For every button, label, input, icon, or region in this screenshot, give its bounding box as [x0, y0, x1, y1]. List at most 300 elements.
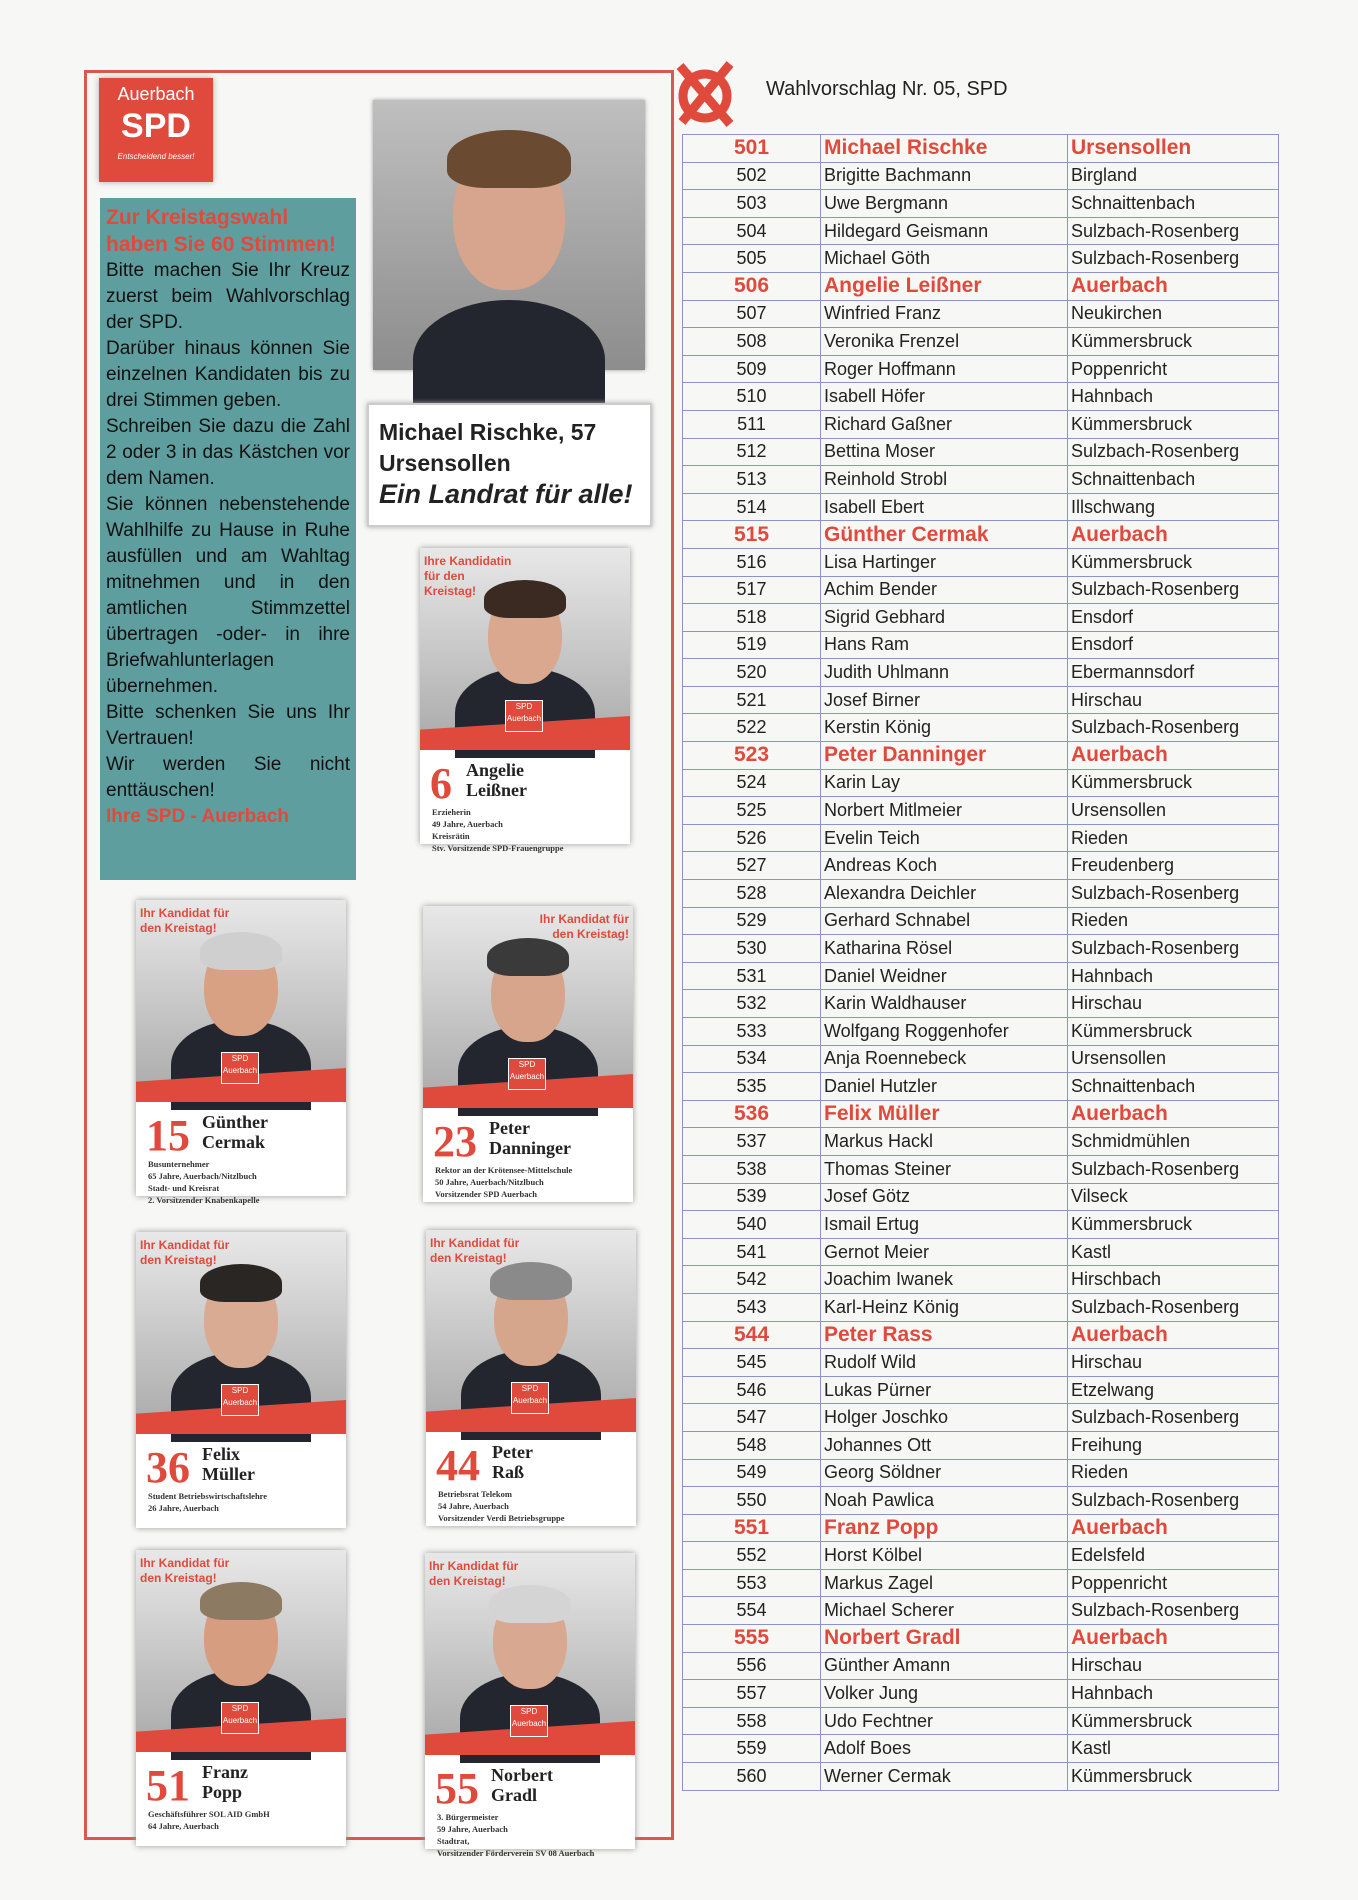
candidate-name: Franz Popp	[821, 1514, 1068, 1542]
candidate-row	[683, 1569, 1279, 1597]
candidate-row	[683, 1018, 1279, 1046]
voting-info-box	[100, 198, 356, 880]
candidate-number: 541	[683, 1238, 821, 1266]
candidate-town: Hirschau	[1068, 686, 1279, 714]
candidate-name: Joachim Iwanek	[821, 1266, 1068, 1294]
card-tagline: Ihre Kandidatin für den Kreistag!	[424, 554, 512, 598]
candidate-name: Daniel Hutzler	[821, 1073, 1068, 1101]
info-paragraph-4: Sie können nebenstehende Wahlhilfe zu Hause in Ruhe ausfüllen und am Wahltag mitnehmen und in den amtlichen Stimmzettel übertragen -oder- in ihre Briefwahlunterlagen übernehmen.	[106, 494, 350, 697]
card-number: 15	[146, 1111, 190, 1160]
card-description	[438, 1488, 628, 1524]
info-heading-1: Zur Kreistagswahl	[106, 206, 289, 229]
card-desc-line: 54 Jahre, Auerbach	[438, 1501, 509, 1511]
candidate-name: Rudolf Wild	[821, 1349, 1068, 1377]
candidate-number: 529	[683, 907, 821, 935]
candidate-number: 509	[683, 355, 821, 383]
candidate-name: Achim Bender	[821, 576, 1068, 604]
candidate-row	[683, 604, 1279, 632]
card-desc-line: 3. Bürgermeister	[437, 1812, 499, 1822]
candidate-card	[136, 1232, 346, 1528]
candidate-town: Kümmersbruck	[1068, 1211, 1279, 1239]
candidate-name: Günther Amann	[821, 1652, 1068, 1680]
candidate-name: Ismail Ertug	[821, 1211, 1068, 1239]
candidate-row	[683, 521, 1279, 549]
candidate-town: Kümmersbruck	[1068, 328, 1279, 356]
candidate-town: Kümmersbruck	[1068, 769, 1279, 797]
card-desc-line: 64 Jahre, Auerbach	[148, 1821, 219, 1831]
candidate-number: 560	[683, 1763, 821, 1791]
candidate-number: 531	[683, 962, 821, 990]
candidate-town: Poppenricht	[1068, 1569, 1279, 1597]
candidate-number: 553	[683, 1569, 821, 1597]
card-description	[148, 1490, 338, 1514]
card-name	[202, 1444, 255, 1484]
candidate-number: 506	[683, 272, 821, 300]
candidate-number: 510	[683, 383, 821, 411]
card-tagline: Ihr Kandidat für den Kreistag!	[140, 1556, 230, 1585]
card-desc-line: Betriebsrat Telekom	[438, 1489, 512, 1499]
candidate-row	[683, 438, 1279, 466]
candidate-town: Sulzbach-Rosenberg	[1068, 217, 1279, 245]
candidate-town: Ebermannsdorf	[1068, 659, 1279, 687]
candidate-number: 558	[683, 1707, 821, 1735]
candidate-number: 503	[683, 190, 821, 218]
candidate-row	[683, 162, 1279, 190]
candidate-row	[683, 907, 1279, 935]
candidate-number: 526	[683, 824, 821, 852]
candidate-name: Lisa Hartinger	[821, 548, 1068, 576]
candidate-number: 551	[683, 1514, 821, 1542]
candidate-number: 552	[683, 1542, 821, 1570]
candidate-row	[683, 383, 1279, 411]
card-desc-line: 50 Jahre, Auerbach/Nitzlbuch	[435, 1177, 544, 1187]
card-tagline: Ihr Kandidat für den Kreistag!	[140, 906, 230, 935]
candidate-number: 514	[683, 493, 821, 521]
logo-town: Auerbach	[117, 84, 195, 104]
candidate-name: Volker Jung	[821, 1680, 1068, 1708]
candidate-number: 540	[683, 1211, 821, 1239]
card-last-name: Müller	[202, 1464, 255, 1484]
candidate-row	[683, 1293, 1279, 1321]
card-desc-line: Busunternehmer	[148, 1159, 210, 1169]
candidate-name: Sigrid Gebhard	[821, 604, 1068, 632]
candidate-town: Hirschau	[1068, 1652, 1279, 1680]
candidate-town: Freudenberg	[1068, 852, 1279, 880]
candidate-name: Horst Kölbel	[821, 1542, 1068, 1570]
card-desc-line: Stadtrat,	[437, 1836, 470, 1846]
candidate-number: 533	[683, 1018, 821, 1046]
candidate-name: Isabell Höfer	[821, 383, 1068, 411]
candidate-row	[683, 769, 1279, 797]
candidate-row	[683, 962, 1279, 990]
candidate-number: 556	[683, 1652, 821, 1680]
candidate-town: Sulzbach-Rosenberg	[1068, 245, 1279, 273]
candidate-row	[683, 1431, 1279, 1459]
card-number: 55	[435, 1764, 479, 1813]
card-desc-line: Vorsitzender Förderverein SV 08 Auerbach	[437, 1848, 595, 1858]
candidate-town: Hahnbach	[1068, 962, 1279, 990]
candidate-town: Rieden	[1068, 824, 1279, 852]
card-first-name: Peter	[492, 1442, 533, 1462]
candidate-number: 504	[683, 217, 821, 245]
candidate-row	[683, 797, 1279, 825]
candidate-number: 557	[683, 1680, 821, 1708]
candidate-town: Rieden	[1068, 907, 1279, 935]
candidate-name: Michael Rischke	[821, 135, 1068, 163]
candidate-row	[683, 1238, 1279, 1266]
card-description	[148, 1808, 338, 1832]
candidate-name: Isabell Ebert	[821, 493, 1068, 521]
candidate-row	[683, 1266, 1279, 1294]
candidate-number: 534	[683, 1045, 821, 1073]
candidate-name: Norbert Mitlmeier	[821, 797, 1068, 825]
candidate-name: Angelie Leißner	[821, 272, 1068, 300]
card-desc-line: Rektor an der Krötensee-Mittelschule	[435, 1165, 573, 1175]
candidate-town: Schnaittenbach	[1068, 1073, 1279, 1101]
candidate-card	[136, 900, 346, 1205]
candidate-row	[683, 659, 1279, 687]
info-heading-2: haben Sie 60 Stimmen!	[106, 233, 336, 256]
candidate-row	[683, 1321, 1279, 1349]
candidate-town: Schmidmühlen	[1068, 1128, 1279, 1156]
candidate-number: 530	[683, 935, 821, 963]
candidate-row	[683, 190, 1279, 218]
card-description	[432, 806, 622, 854]
candidate-name: Josef Götz	[821, 1183, 1068, 1211]
card-description	[148, 1158, 338, 1206]
candidate-name: Michael Göth	[821, 245, 1068, 273]
info-paragraph-5: Bitte schenken Sie uns Ihr Vertrauen!	[106, 702, 350, 749]
ballot-cross-icon	[672, 58, 738, 128]
candidate-town: Kümmersbruck	[1068, 1018, 1279, 1046]
candidate-row	[683, 493, 1279, 521]
candidate-number: 545	[683, 1349, 821, 1377]
candidate-town: Auerbach	[1068, 1100, 1279, 1128]
card-tagline: Ihr Kandidat für den Kreistag!	[539, 912, 629, 941]
candidate-name: Winfried Franz	[821, 300, 1068, 328]
candidate-number: 532	[683, 990, 821, 1018]
card-name	[466, 760, 527, 800]
card-name	[489, 1118, 571, 1158]
candidate-name: Peter Rass	[821, 1321, 1068, 1349]
candidate-name: Evelin Teich	[821, 824, 1068, 852]
candidate-name: Markus Hackl	[821, 1128, 1068, 1156]
candidate-name: Richard Gaßner	[821, 410, 1068, 438]
candidate-town: Hirschbach	[1068, 1266, 1279, 1294]
card-desc-line: 26 Jahre, Auerbach	[148, 1503, 219, 1513]
main-candidate-photo	[373, 100, 645, 370]
spd-logo	[99, 78, 213, 182]
candidate-name: Anja Roennebeck	[821, 1045, 1068, 1073]
candidate-number: 502	[683, 162, 821, 190]
candidate-row	[683, 1349, 1279, 1377]
card-desc-line: 65 Jahre, Auerbach/Nitzlbuch	[148, 1171, 257, 1181]
candidate-number: 538	[683, 1155, 821, 1183]
card-last-name: Popp	[202, 1782, 243, 1802]
candidate-name: Felix Müller	[821, 1100, 1068, 1128]
candidate-town: Ursensollen	[1068, 797, 1279, 825]
card-first-name: Peter	[489, 1118, 530, 1138]
candidate-card	[426, 1230, 636, 1526]
candidate-name: Hans Ram	[821, 631, 1068, 659]
candidate-name: Gerhard Schnabel	[821, 907, 1068, 935]
candidate-number: 525	[683, 797, 821, 825]
candidate-name: Karin Waldhauser	[821, 990, 1068, 1018]
list-title: Wahlvorschlag Nr. 05, SPD	[766, 78, 1008, 100]
logo-slogan: Entscheidend besser!	[117, 152, 195, 161]
candidate-row	[683, 1459, 1279, 1487]
candidate-number: 549	[683, 1459, 821, 1487]
candidate-card	[136, 1550, 346, 1846]
candidate-number: 513	[683, 466, 821, 494]
candidate-row	[683, 1045, 1279, 1073]
candidate-name: Judith Uhlmann	[821, 659, 1068, 687]
candidate-number: 507	[683, 300, 821, 328]
candidate-list-table	[682, 134, 1279, 1791]
candidate-row	[683, 328, 1279, 356]
candidate-town: Auerbach	[1068, 272, 1279, 300]
candidate-town: Sulzbach-Rosenberg	[1068, 576, 1279, 604]
candidate-number: 535	[683, 1073, 821, 1101]
candidate-town: Auerbach	[1068, 521, 1279, 549]
candidate-town: Sulzbach-Rosenberg	[1068, 1293, 1279, 1321]
candidate-name: Wolfgang Roggenhofer	[821, 1018, 1068, 1046]
candidate-name: Lukas Pürner	[821, 1376, 1068, 1404]
candidate-row	[683, 1073, 1279, 1101]
candidate-number: 516	[683, 548, 821, 576]
candidate-row	[683, 1652, 1279, 1680]
card-spd-logo: SPD Auerbach	[508, 1058, 546, 1090]
card-description	[435, 1164, 625, 1200]
candidate-card	[423, 906, 633, 1202]
candidate-name: Udo Fechtner	[821, 1707, 1068, 1735]
card-last-name: Raß	[492, 1462, 525, 1482]
card-first-name: Norbert	[491, 1765, 553, 1785]
info-paragraph-2: Darüber hinaus können Sie einzelnen Kandidaten bis zu drei Stimmen geben.	[106, 338, 350, 411]
candidate-card	[420, 548, 630, 853]
candidate-name: Adolf Boes	[821, 1735, 1068, 1763]
card-desc-line: 59 Jahre, Auerbach	[437, 1824, 508, 1834]
candidate-row	[683, 300, 1279, 328]
card-spd-logo: SPD Auerbach	[221, 1702, 259, 1734]
candidate-town: Poppenricht	[1068, 355, 1279, 383]
candidate-number: 536	[683, 1100, 821, 1128]
candidate-row	[683, 990, 1279, 1018]
candidate-card	[425, 1553, 635, 1858]
candidate-number: 523	[683, 742, 821, 770]
candidate-row	[683, 1542, 1279, 1570]
info-paragraph-3: Schreiben Sie dazu die Zahl 2 oder 3 in das Kästchen vor dem Namen.	[106, 416, 350, 489]
candidate-number: 512	[683, 438, 821, 466]
card-last-name: Danninger	[489, 1138, 572, 1158]
candidate-row	[683, 1128, 1279, 1156]
candidate-town: Kümmersbruck	[1068, 1763, 1279, 1791]
candidate-row	[683, 217, 1279, 245]
info-signature: Ihre SPD - Auerbach	[106, 806, 290, 827]
candidate-number: 508	[683, 328, 821, 356]
card-first-name: Felix	[202, 1444, 240, 1464]
candidate-town: Edelsfeld	[1068, 1542, 1279, 1570]
candidate-town: Sulzbach-Rosenberg	[1068, 1597, 1279, 1625]
candidate-number: 501	[683, 135, 821, 163]
candidate-town: Sulzbach-Rosenberg	[1068, 1487, 1279, 1515]
candidate-number: 505	[683, 245, 821, 273]
candidate-name: Veronika Frenzel	[821, 328, 1068, 356]
card-spd-logo: SPD Auerbach	[510, 1705, 548, 1737]
candidate-town: Ursensollen	[1068, 1045, 1279, 1073]
candidate-name: Josef Birner	[821, 686, 1068, 714]
candidate-town: Sulzbach-Rosenberg	[1068, 1155, 1279, 1183]
candidate-row	[683, 245, 1279, 273]
candidate-name: Holger Joschko	[821, 1404, 1068, 1432]
card-desc-line: 49 Jahre, Auerbach	[432, 819, 503, 829]
candidate-town: Auerbach	[1068, 1321, 1279, 1349]
candidate-row	[683, 1707, 1279, 1735]
candidate-town: Sulzbach-Rosenberg	[1068, 438, 1279, 466]
card-desc-line: Kreisrätin	[432, 831, 470, 841]
candidate-town: Hirschau	[1068, 990, 1279, 1018]
main-candidate-slogan: Ein Landrat für alle!	[379, 479, 633, 509]
candidate-number: 511	[683, 410, 821, 438]
candidate-town: Etzelwang	[1068, 1376, 1279, 1404]
candidate-town: Auerbach	[1068, 742, 1279, 770]
candidate-row	[683, 1404, 1279, 1432]
candidate-number: 524	[683, 769, 821, 797]
candidate-town: Ensdorf	[1068, 604, 1279, 632]
candidate-name: Kerstin König	[821, 714, 1068, 742]
candidate-number: 543	[683, 1293, 821, 1321]
candidate-number: 515	[683, 521, 821, 549]
card-first-name: Angelie	[466, 760, 524, 780]
candidate-town: Neukirchen	[1068, 300, 1279, 328]
candidate-town: Ursensollen	[1068, 135, 1279, 163]
candidate-town: Auerbach	[1068, 1514, 1279, 1542]
candidate-town: Freihung	[1068, 1431, 1279, 1459]
candidate-name: Noah Pawlica	[821, 1487, 1068, 1515]
candidate-row	[683, 686, 1279, 714]
candidate-name: Hildegard Geismann	[821, 217, 1068, 245]
candidate-number: 555	[683, 1625, 821, 1653]
candidate-name: Markus Zagel	[821, 1569, 1068, 1597]
candidate-name: Brigitte Bachmann	[821, 162, 1068, 190]
card-number: 6	[430, 759, 452, 808]
candidate-town: Kümmersbruck	[1068, 1707, 1279, 1735]
candidate-number: 539	[683, 1183, 821, 1211]
candidate-town: Schnaittenbach	[1068, 466, 1279, 494]
card-desc-line: Erzieherin	[432, 807, 471, 817]
card-number: 36	[146, 1443, 190, 1492]
candidate-row	[683, 1680, 1279, 1708]
candidate-name: Michael Scherer	[821, 1597, 1068, 1625]
card-spd-logo: SPD Auerbach	[221, 1384, 259, 1416]
candidate-number: 528	[683, 880, 821, 908]
candidate-row	[683, 1100, 1279, 1128]
candidate-row	[683, 742, 1279, 770]
card-number: 23	[433, 1117, 477, 1166]
info-paragraph-6: Wir werden Sie nicht enttäuschen!	[106, 754, 350, 801]
candidate-name: Johannes Ott	[821, 1431, 1068, 1459]
candidate-town: Hahnbach	[1068, 1680, 1279, 1708]
candidate-name: Alexandra Deichler	[821, 880, 1068, 908]
card-desc-line: Vorsitzender Verdi Betriebsgruppe	[438, 1513, 565, 1523]
candidate-number: 537	[683, 1128, 821, 1156]
candidate-town: Hirschau	[1068, 1349, 1279, 1377]
candidate-number: 518	[683, 604, 821, 632]
candidate-town: Rieden	[1068, 1459, 1279, 1487]
card-number: 44	[436, 1441, 480, 1490]
candidate-row	[683, 880, 1279, 908]
candidate-row	[683, 1625, 1279, 1653]
card-desc-line: Geschäftsführer SOL AID GmbH	[148, 1809, 270, 1819]
candidate-name: Karin Lay	[821, 769, 1068, 797]
card-desc-line: Stadt- und Kreisrat	[148, 1183, 220, 1193]
card-desc-line: Stv. Vorsitzende SPD-Frauengruppe	[432, 843, 564, 853]
card-description	[437, 1811, 627, 1859]
candidate-name: Günther Cermak	[821, 521, 1068, 549]
card-spd-logo: SPD Auerbach	[511, 1382, 549, 1414]
candidate-name: Gernot Meier	[821, 1238, 1068, 1266]
candidate-row	[683, 355, 1279, 383]
candidate-town: Sulzbach-Rosenberg	[1068, 880, 1279, 908]
card-desc-line: 2. Vorsitzender Knabenkapelle	[148, 1195, 260, 1205]
candidate-number: 521	[683, 686, 821, 714]
candidate-name: Thomas Steiner	[821, 1155, 1068, 1183]
candidate-row	[683, 1155, 1279, 1183]
card-tagline: Ihr Kandidat für den Kreistag!	[429, 1559, 519, 1588]
candidate-row	[683, 1376, 1279, 1404]
candidate-row	[683, 824, 1279, 852]
candidate-row	[683, 1183, 1279, 1211]
card-name	[202, 1762, 248, 1802]
candidate-name: Andreas Koch	[821, 852, 1068, 880]
candidate-name: Katharina Rösel	[821, 935, 1068, 963]
candidate-row	[683, 272, 1279, 300]
candidate-number: 548	[683, 1431, 821, 1459]
candidate-row	[683, 935, 1279, 963]
candidate-town: Kümmersbruck	[1068, 410, 1279, 438]
candidate-town: Kastl	[1068, 1238, 1279, 1266]
card-first-name: Franz	[202, 1762, 248, 1782]
candidate-town: Illschwang	[1068, 493, 1279, 521]
card-spd-logo: SPD Auerbach	[505, 700, 543, 732]
candidate-number: 559	[683, 1735, 821, 1763]
candidate-row	[683, 1763, 1279, 1791]
main-candidate-town: Ursensollen	[379, 450, 511, 476]
candidate-name: Uwe Bergmann	[821, 190, 1068, 218]
card-name	[491, 1765, 553, 1805]
card-number: 51	[146, 1761, 190, 1810]
card-name	[202, 1112, 268, 1152]
candidate-town: Sulzbach-Rosenberg	[1068, 714, 1279, 742]
candidate-name: Norbert Gradl	[821, 1625, 1068, 1653]
candidate-row	[683, 1487, 1279, 1515]
candidate-town: Schnaittenbach	[1068, 190, 1279, 218]
card-name	[492, 1442, 533, 1482]
candidate-name: Roger Hoffmann	[821, 355, 1068, 383]
candidate-number: 547	[683, 1404, 821, 1432]
info-paragraph-1: Bitte machen Sie Ihr Kreuz zuerst beim Wahlvorschlag der SPD.	[106, 260, 350, 333]
candidate-name: Bettina Moser	[821, 438, 1068, 466]
candidate-name: Werner Cermak	[821, 1763, 1068, 1791]
card-tagline: Ihr Kandidat für den Kreistag!	[140, 1238, 230, 1267]
candidate-number: 544	[683, 1321, 821, 1349]
candidate-town: Vilseck	[1068, 1183, 1279, 1211]
candidate-row	[683, 1514, 1279, 1542]
candidate-row	[683, 852, 1279, 880]
candidate-name: Karl-Heinz König	[821, 1293, 1068, 1321]
candidate-town: Birgland	[1068, 162, 1279, 190]
candidate-number: 517	[683, 576, 821, 604]
